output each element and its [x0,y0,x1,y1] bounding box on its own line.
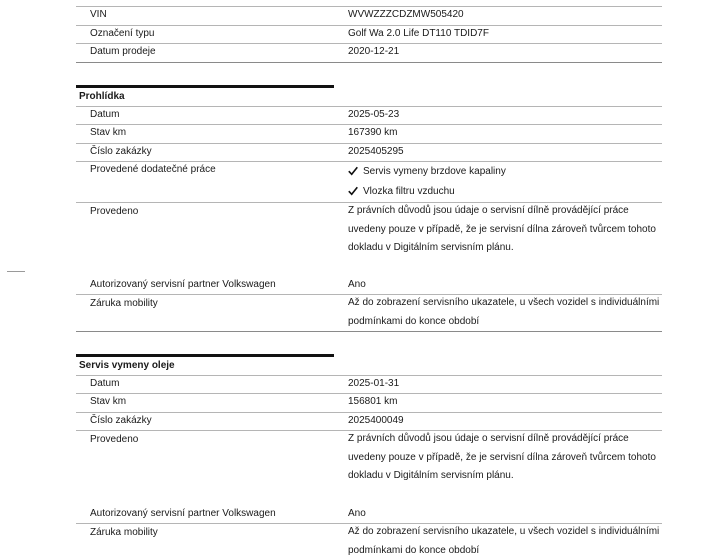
type-label: Označení typu [90,28,155,39]
inspection-order-value: 2025405295 [348,146,404,157]
extra-work-item: Servis vymeny brzdove kapaliny [363,166,506,177]
oil-km-value: 156801 km [348,396,398,407]
checkmark-icon [348,186,358,196]
inspection-date-label: Datum [90,109,120,120]
row-divider [76,43,662,44]
row-divider [76,161,662,162]
oil-order-label: Číslo zakázky [90,415,152,426]
oil-order-value: 2025400049 [348,415,404,426]
extra-work-item: Vlozka filtru vzduchu [363,186,455,197]
vin-label: VIN [90,9,107,20]
page-edge-mark [7,271,25,272]
oil-mobility-label: Záruka mobility [90,527,158,538]
row-divider [76,393,662,394]
sale-date-value: 2020-12-21 [348,46,400,57]
row-divider [76,106,662,107]
vin-value: WVWZZZCDZMW505420 [348,9,464,20]
oil-partner-label: Autorizovaný servisní partner Volkswagen [90,508,276,519]
performed-label: Provedeno [90,206,139,217]
extra-work-label: Provedené dodatečné práce [90,164,216,175]
partner-value: Ano [348,279,366,290]
inspection-order-label: Číslo zakázky [90,146,152,157]
oil-date-label: Datum [90,378,120,389]
row-divider [76,62,662,63]
checkmark-icon [348,166,358,176]
row-divider [76,412,662,413]
oil-date-value: 2025-01-31 [348,378,400,389]
row-divider [76,143,662,144]
mobility-text: Až do zobrazení servisního ukazatele, u všech vozidel s individuálními podmínkami do konce období [348,297,660,327]
inspection-km-value: 167390 km [348,127,398,138]
oil-partner-value: Ano [348,508,366,519]
oil-km-label: Stav km [90,396,127,407]
section-title-bar [76,354,334,357]
row-divider [76,25,662,26]
row-divider [76,6,662,7]
oil-mobility-text: Až do zobrazení servisního ukazatele, u všech vozidel s individuálními podmínkami do konce období [348,526,660,556]
inspection-km-label: Stav km [90,127,127,138]
row-divider [76,375,662,376]
sale-date-label: Datum prodeje [90,46,156,57]
inspection-date-value: 2025-05-23 [348,109,400,120]
oil-performed-label: Provedeno [90,434,139,445]
performed-text: Z právních důvodů jsou údaje o servisní dílně provádějící práce uvedeny pouze v případě, že je servisní dílna zároveň tvůrcem tohoto dokladu v Digitálním servisním plánu. [348,205,656,253]
oil-section-title: Servis vymeny oleje [79,360,175,371]
section-title-bar [76,85,334,88]
oil-performed-text: Z právních důvodů jsou údaje o servisní dílně provádějící práce uvedeny pouze v případě, že je servisní dílna zároveň tvůrcem tohoto dokladu v Digitálním servisním plánu. [348,433,656,481]
partner-label: Autorizovaný servisní partner Volkswagen [90,279,276,290]
mobility-label: Záruka mobility [90,298,158,309]
inspection-section-title: Prohlídka [79,91,125,102]
type-value: Golf Wa 2.0 Life DT110 TDID7F [348,28,489,39]
row-divider [76,124,662,125]
row-divider [76,331,662,332]
